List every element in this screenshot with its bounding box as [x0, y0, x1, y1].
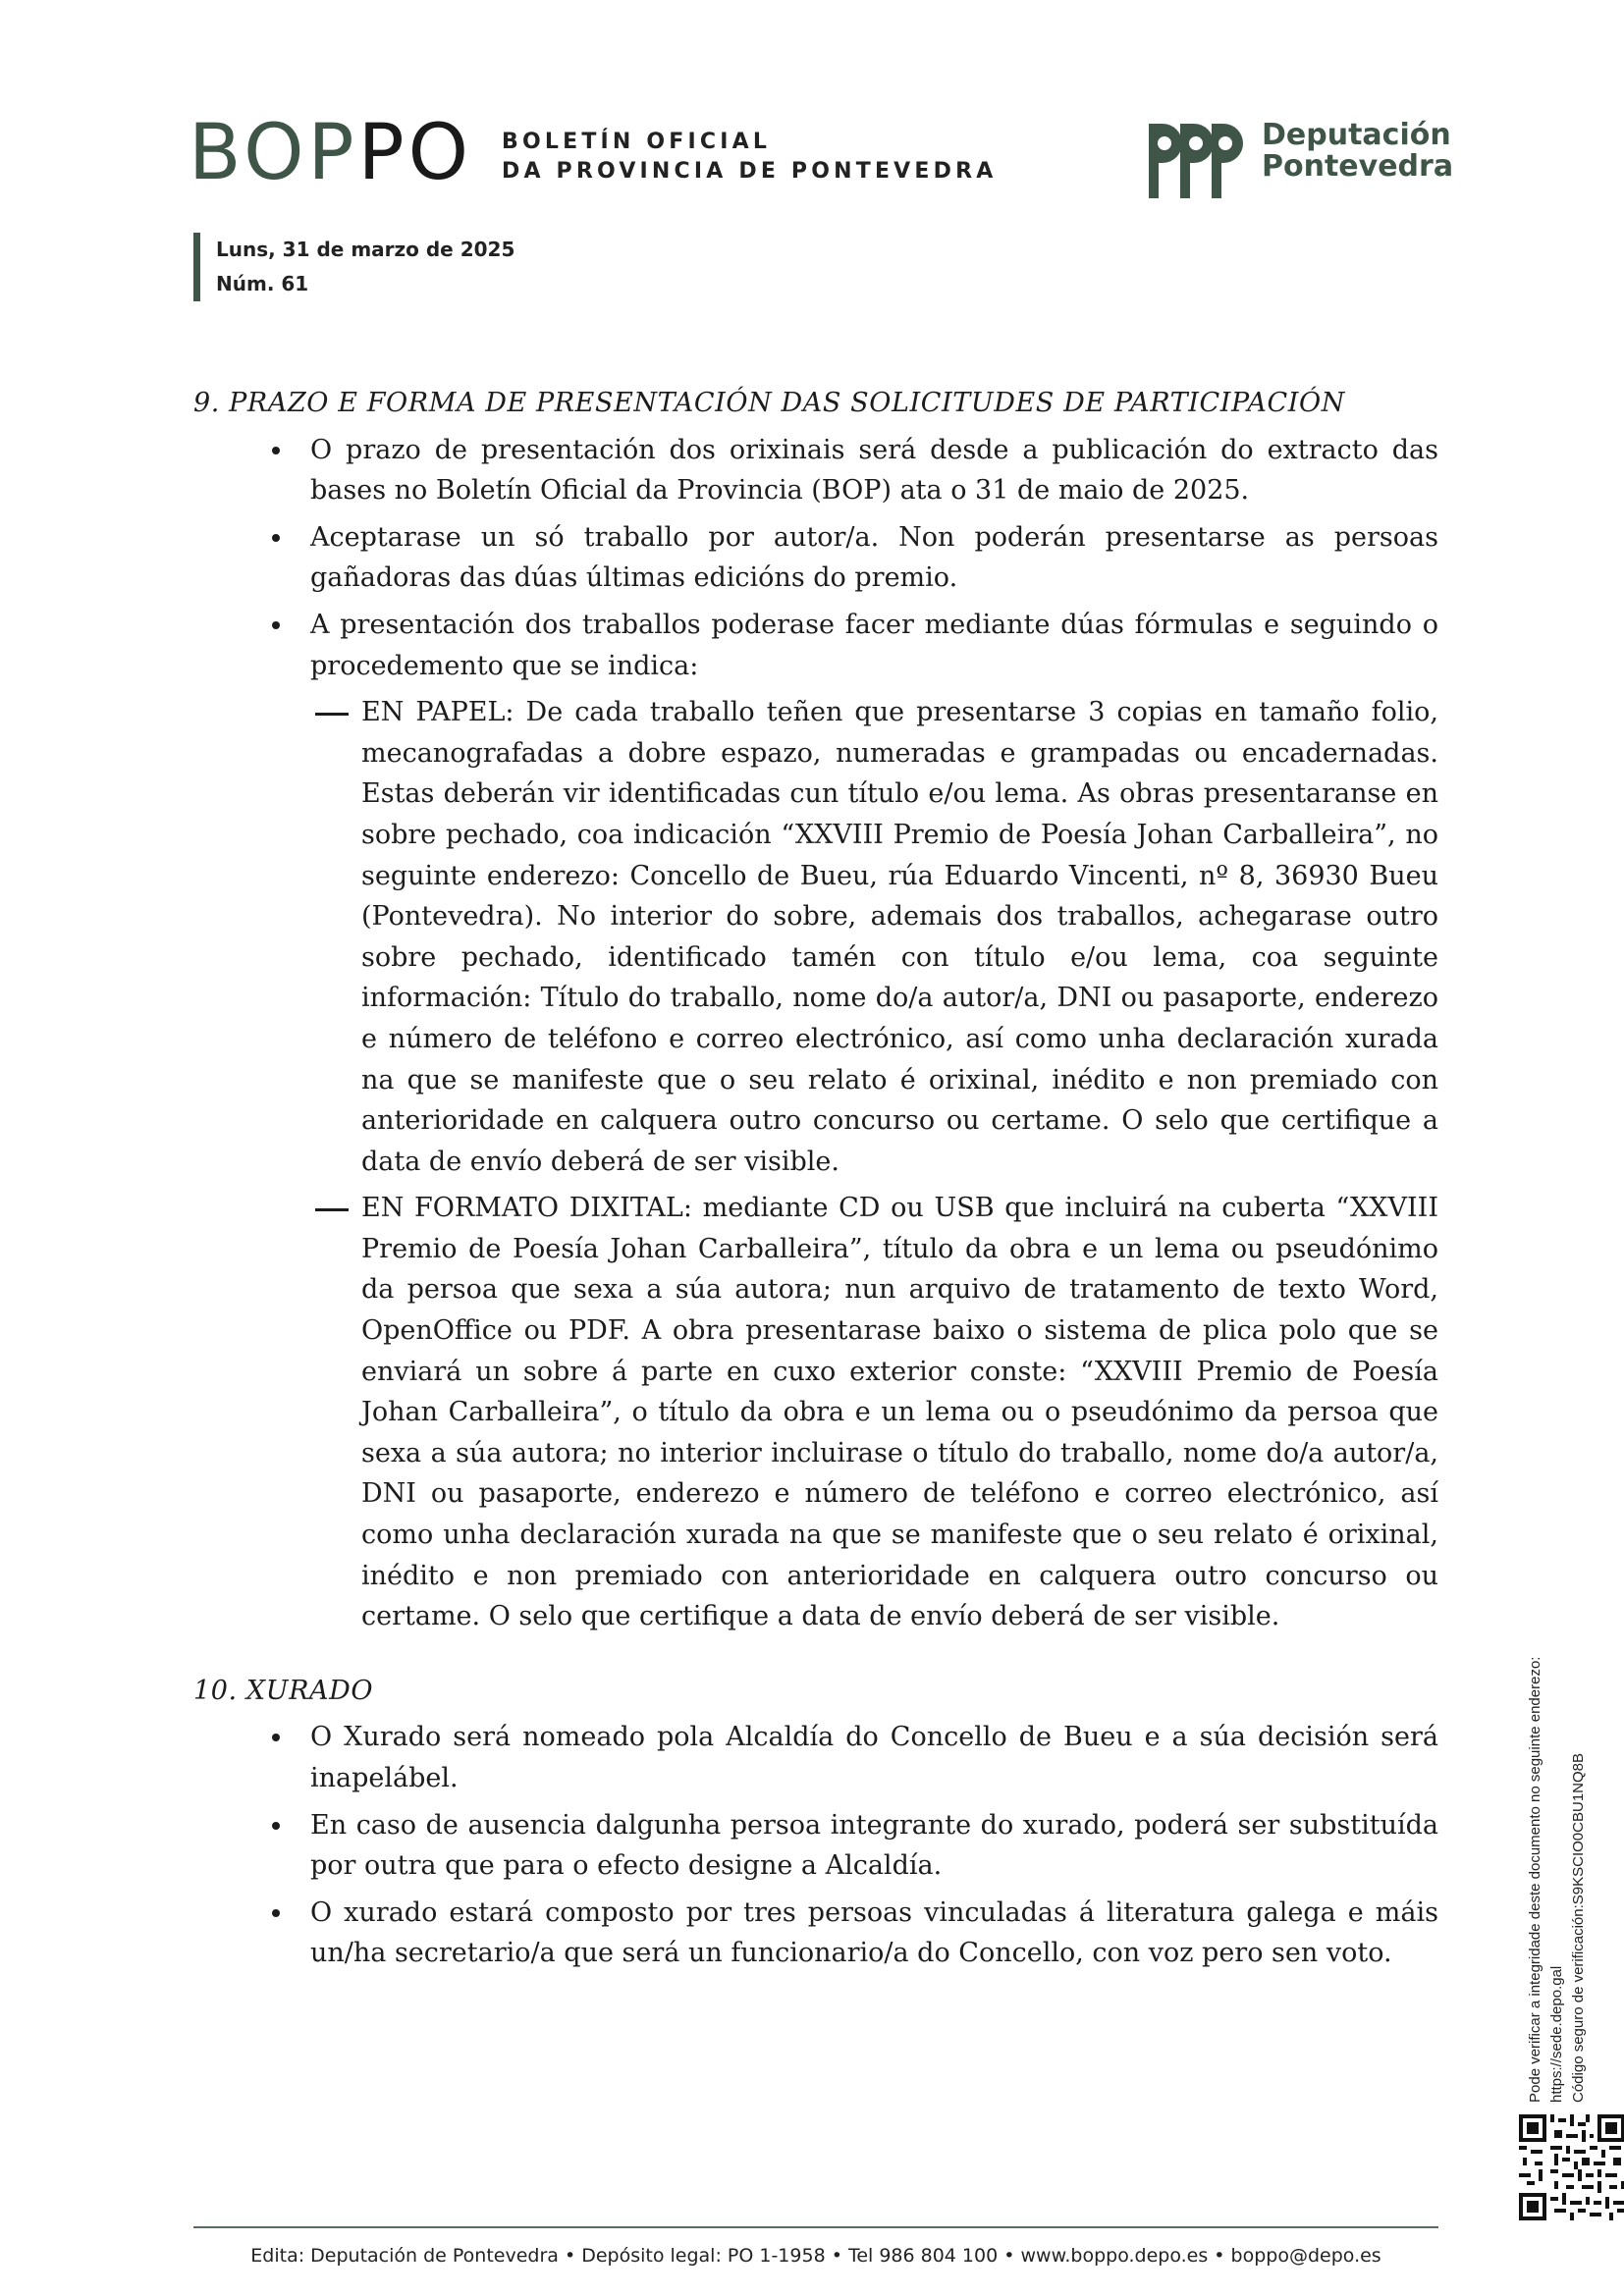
- list-item-text: EN PAPEL: De cada traballo teñen que presentarse 3 copias en tamaño folio, mecanografadas a dobre espazo, numeradas e grampadas ou encadernadas. Estas deberán vir identificadas cun título e/ou lema. As obras presentaranse en sobre pechado, coa indicación “XXVIII Premio de Poesía Johan Carballeira”, no seguinte enderezo: Concello de Bueu, rúa Eduardo Vincenti, nº 8, 36930 Bueu (Pontevedra). No interior do sobre, ademais dos traballos, achegarase outro sobre pechado, identificado tamén con título e/ou lema, coa seguinte información: Título do traballo, nome do/a autor/a, DNI ou pasaporte, enderezo e número de teléfono e correo electrónico, así como unha declaración xurada na que se manifeste que o seu relato é orixinal, inédito e non premiado con anterioridade en calquera outro concurso ou certame. O selo que certifique a data de envío deberá de ser visible.: [361, 697, 1438, 1177]
- bulletin-name-line2: DA PROVINCIA DE PONTEVEDRA: [502, 159, 998, 184]
- section-10-list: [193, 1717, 1438, 1974]
- deputacion-name: [1262, 120, 1453, 183]
- list-item-text: O prazo de presentación dos orixinais será desde a publicación do extracto das bases no Boletín Oficial da Provincia (BOP) ata o 31 de maio de 2025.: [310, 434, 1438, 507]
- bullet-dot-icon: [272, 1822, 280, 1830]
- deputacion-name-line2: Pontevedra: [1262, 149, 1454, 184]
- bullet-dot-icon: [272, 621, 280, 629]
- em-dash-icon: [315, 713, 349, 716]
- issue-info: [193, 233, 514, 301]
- bullet-dot-icon: [272, 1734, 280, 1741]
- logo-po: PO: [357, 109, 473, 197]
- list-item-text: O xurado estará composto por tres persoas vinculadas á literatura galega e máis un/ha secretario/a que será un funcionario/a do Concello, con voz pero sen voto.: [310, 1896, 1438, 1969]
- section-title-10: 10. XURADO: [193, 1675, 374, 1706]
- list-item: [193, 1188, 1438, 1637]
- bullet-dot-icon: [272, 534, 280, 542]
- list-item: [193, 605, 1438, 686]
- list-item-text: A presentación dos traballos poderase facer mediante dúas fórmulas e seguindo o procedemento que se indica:: [310, 609, 1438, 681]
- list-item-text: En caso de ausencia dalgunha persoa integrante do xurado, poderá ser substituída por outra que para o efecto designe a Alcaldía.: [310, 1809, 1438, 1882]
- section-9-list: [193, 430, 1438, 687]
- list-item-text: EN FORMATO DIXITAL: mediante CD ou USB que incluirá na cuberta “XXVIII Premio de Poesía Johan Carballeira”, título da obra e un lema ou pseudónimo da persoa que sexa a súa autora; nun arquivo de tratamento de texto Word, OpenOffice ou PDF. A obra presentarase baixo o sistema de plica polo que se enviará un sobre á parte en cuxo exterior conste: “XXVIII Premio de Poesía Johan Carballeira”, o título da obra e un lema ou o pseudónimo da persoa que sexa a súa autora; no interior incluirase o título do traballo, nome do/a autor/a, DNI ou pasaporte, enderezo e número de teléfono e correo electrónico, así como unha declaración xurada na que se manifeste que o seu relato é orixinal, inédito e non premiado con anterioridade en calquera outro concurso ou certame. O selo que certifique a data de envío deberá de ser visible.: [361, 1193, 1438, 1632]
- logo-bop: BOP: [189, 109, 358, 197]
- verification-line1: Pode verificar a integridade deste documento no seguinte enderezo:: [1527, 1656, 1543, 2103]
- submission-methods-list: [193, 692, 1438, 1637]
- bulletin-name: [502, 128, 997, 187]
- document-body: [193, 383, 1438, 1974]
- list-item: [193, 1805, 1438, 1887]
- deputacion-name-line1: Deputación: [1262, 118, 1451, 152]
- bulletin-name-line1: BOLETÍN OFICIAL: [502, 130, 772, 154]
- footer-divider: [193, 2226, 1438, 2228]
- issue-number: Núm. 61: [216, 272, 309, 295]
- list-item: [193, 1893, 1438, 1974]
- issue-date: Luns, 31 de marzo de 2025: [216, 238, 515, 261]
- list-item-text: O Xurado será nomeado pola Alcaldía do Concello de Bueu e a súa decisión será inapelábel.: [310, 1722, 1438, 1793]
- list-item: [193, 517, 1438, 599]
- list-item: [193, 692, 1438, 1182]
- footer-publisher-info: Edita: Deputación de Pontevedra • Depósito legal: PO 1-1958 • Tel 986 804 100 • www.boppo.depo.es • boppo@depo.es: [250, 2245, 1381, 2267]
- qr-code-icon: [1519, 2114, 1624, 2220]
- verification-code: Código seguro de verificación:S9KSCIO0CBU1NQ8B: [1570, 1752, 1587, 2103]
- boppo-logo: [189, 109, 473, 197]
- verification-url[interactable]: https://sede.depo.gal: [1548, 1965, 1565, 2103]
- bullet-dot-icon: [272, 1909, 280, 1917]
- list-item: [193, 430, 1438, 511]
- em-dash-icon: [315, 1208, 349, 1211]
- list-item-text: Aceptarase un só traballo por autor/a. Non poderán presentarse as persoas gañadoras das dúas últimas edicións do premio.: [310, 521, 1438, 594]
- section-title-9: 9. PRAZO E FORMA DE PRESENTACIÓN DAS SOLICITUDES DE PARTICIPACIÓN: [193, 388, 1345, 418]
- bullet-dot-icon: [272, 447, 280, 454]
- deputacion-logo-icon: [1147, 118, 1245, 204]
- list-item: [193, 1717, 1438, 1798]
